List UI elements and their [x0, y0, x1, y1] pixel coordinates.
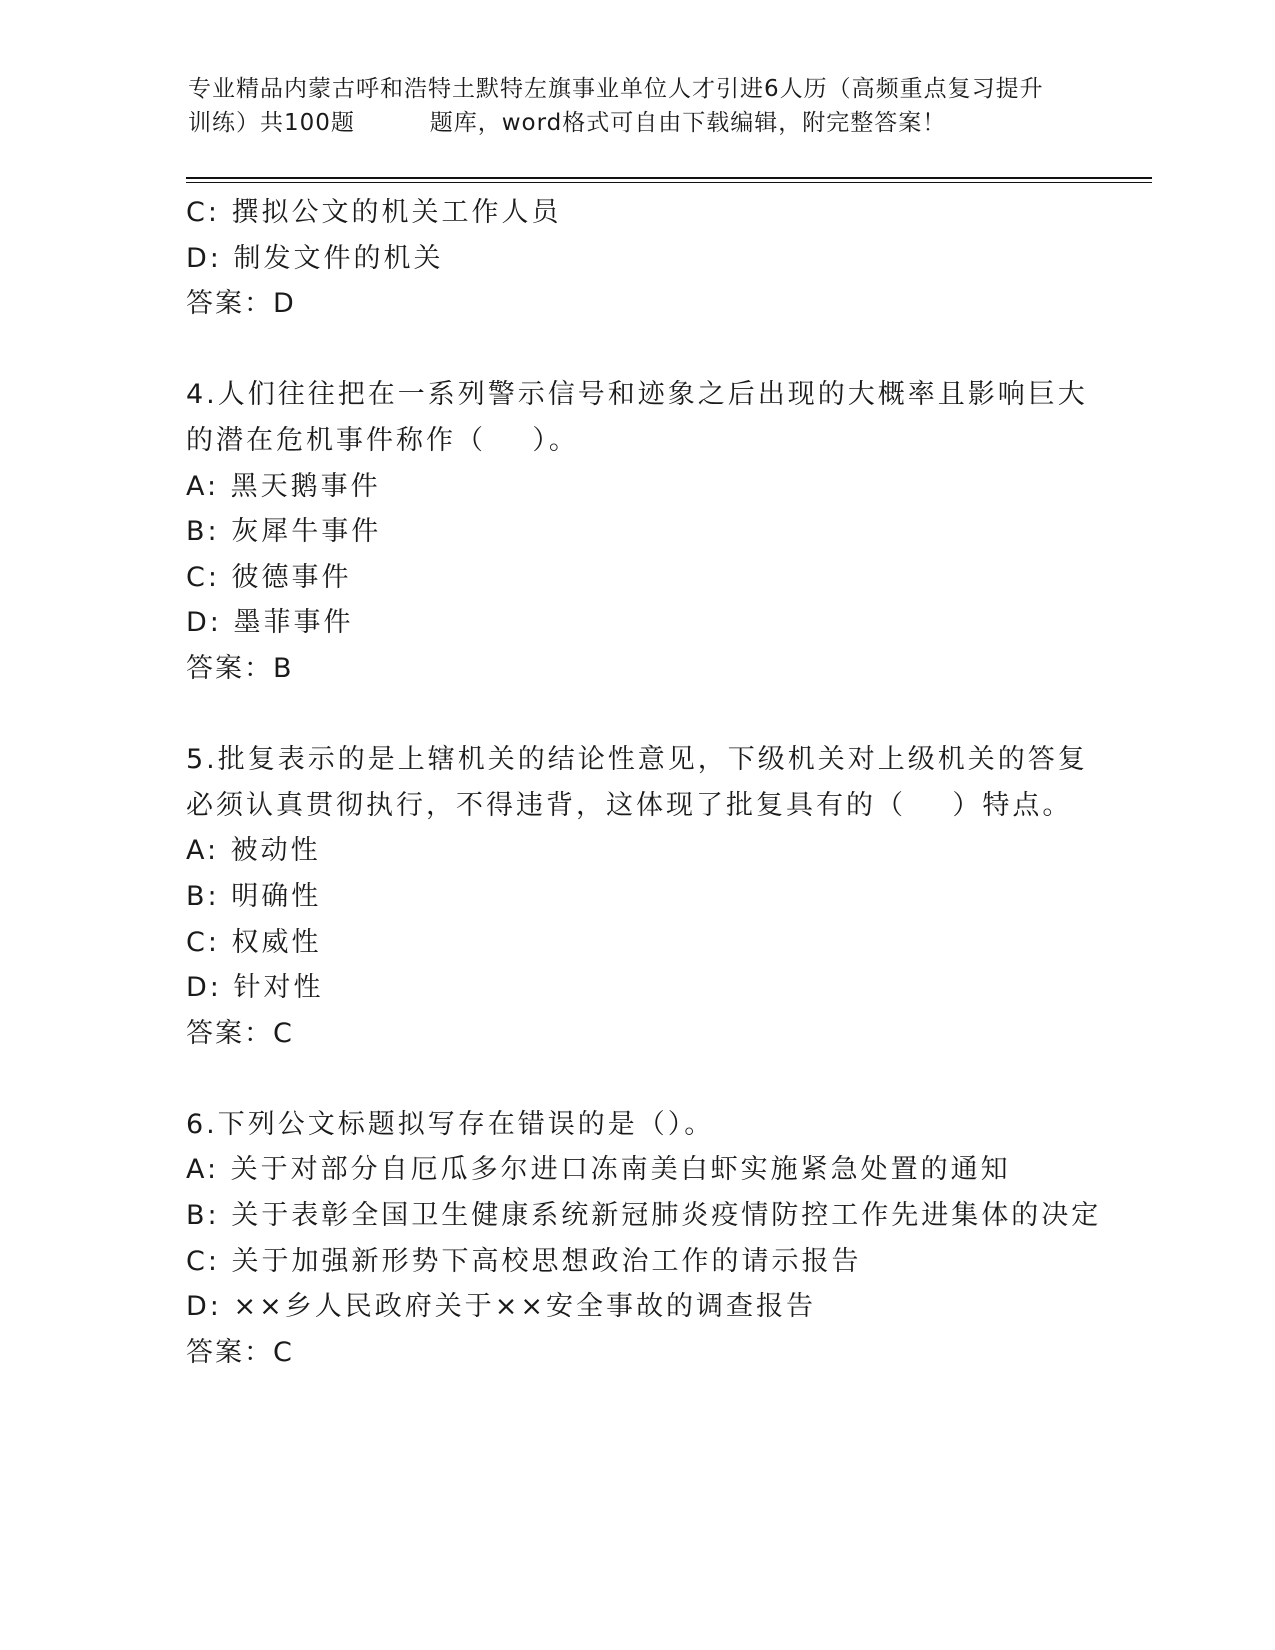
- header-divider-thick: [186, 177, 1152, 179]
- answer-line: 答案：B: [186, 652, 294, 684]
- option-d: D: 制发文件的机关: [186, 242, 444, 274]
- spacer: [186, 1056, 1126, 1102]
- question-5: [186, 737, 1126, 1056]
- question-stem-line-1: 5.批复表示的是上辖机关的结论性意见，下级机关对上级机关的答复: [186, 744, 1088, 776]
- option-b: B: 明确性: [186, 880, 322, 912]
- option-b: B: 关于表彰全国卫生健康系统新冠肺炎疫情防控工作先进集体的决定: [186, 1200, 1102, 1232]
- header-divider-thin: [186, 182, 1152, 183]
- question-stem-line-1: 4.人们往往把在一系列警示信号和迹象之后出现的大概率且影响巨大: [186, 379, 1088, 411]
- option-c: C: 彼德事件: [186, 561, 352, 593]
- question-stem-line-2: 必须认真贯彻执行，不得违背，这体现了批复具有的（ ）特点。: [186, 789, 1073, 821]
- option-c: C: 权威性: [186, 926, 322, 958]
- answer-line: 答案：D: [186, 288, 296, 320]
- answer-line: 答案：C: [186, 1336, 294, 1368]
- question-6: [186, 1102, 1126, 1376]
- option-c: C: 关于加强新形势下高校思想政治工作的请示报告: [186, 1245, 862, 1277]
- option-a: A: 关于对部分自厄瓜多尔进口冻南美白虾实施紧急处置的通知: [186, 1154, 1011, 1186]
- spacer: [186, 327, 1126, 373]
- header-title-line-1: 专业精品内蒙古呼和浩特土默特左旗事业单位人才引进6人历（高频重点复习提升: [188, 76, 1044, 102]
- header-title-line-2: 训练）共100题 题库，word格式可自由下载编辑，附完整答案！: [188, 110, 947, 136]
- spacer: [186, 692, 1126, 738]
- option-b: B: 灰犀牛事件: [186, 516, 382, 548]
- answer-line: 答案：C: [186, 1017, 294, 1049]
- option-a: A: 黑天鹅事件: [186, 470, 381, 502]
- document-body: [186, 190, 1126, 1375]
- option-c: C: 撰拟公文的机关工作人员: [186, 197, 562, 228]
- option-d: D: 墨菲事件: [186, 607, 354, 639]
- question-3-continued: [186, 190, 1126, 327]
- question-stem-line-2: 的潜在危机事件称作（ ）。: [186, 424, 579, 456]
- question-stem-line-1: 6.下列公文标题拟写存在错误的是（）。: [186, 1108, 715, 1140]
- option-d: D: 针对性: [186, 972, 324, 1004]
- option-a: A: 被动性: [186, 835, 321, 867]
- option-d: D: ××乡人民政府关于××安全事故的调查报告: [186, 1291, 816, 1323]
- question-4: [186, 372, 1126, 691]
- document-header: [188, 72, 1088, 140]
